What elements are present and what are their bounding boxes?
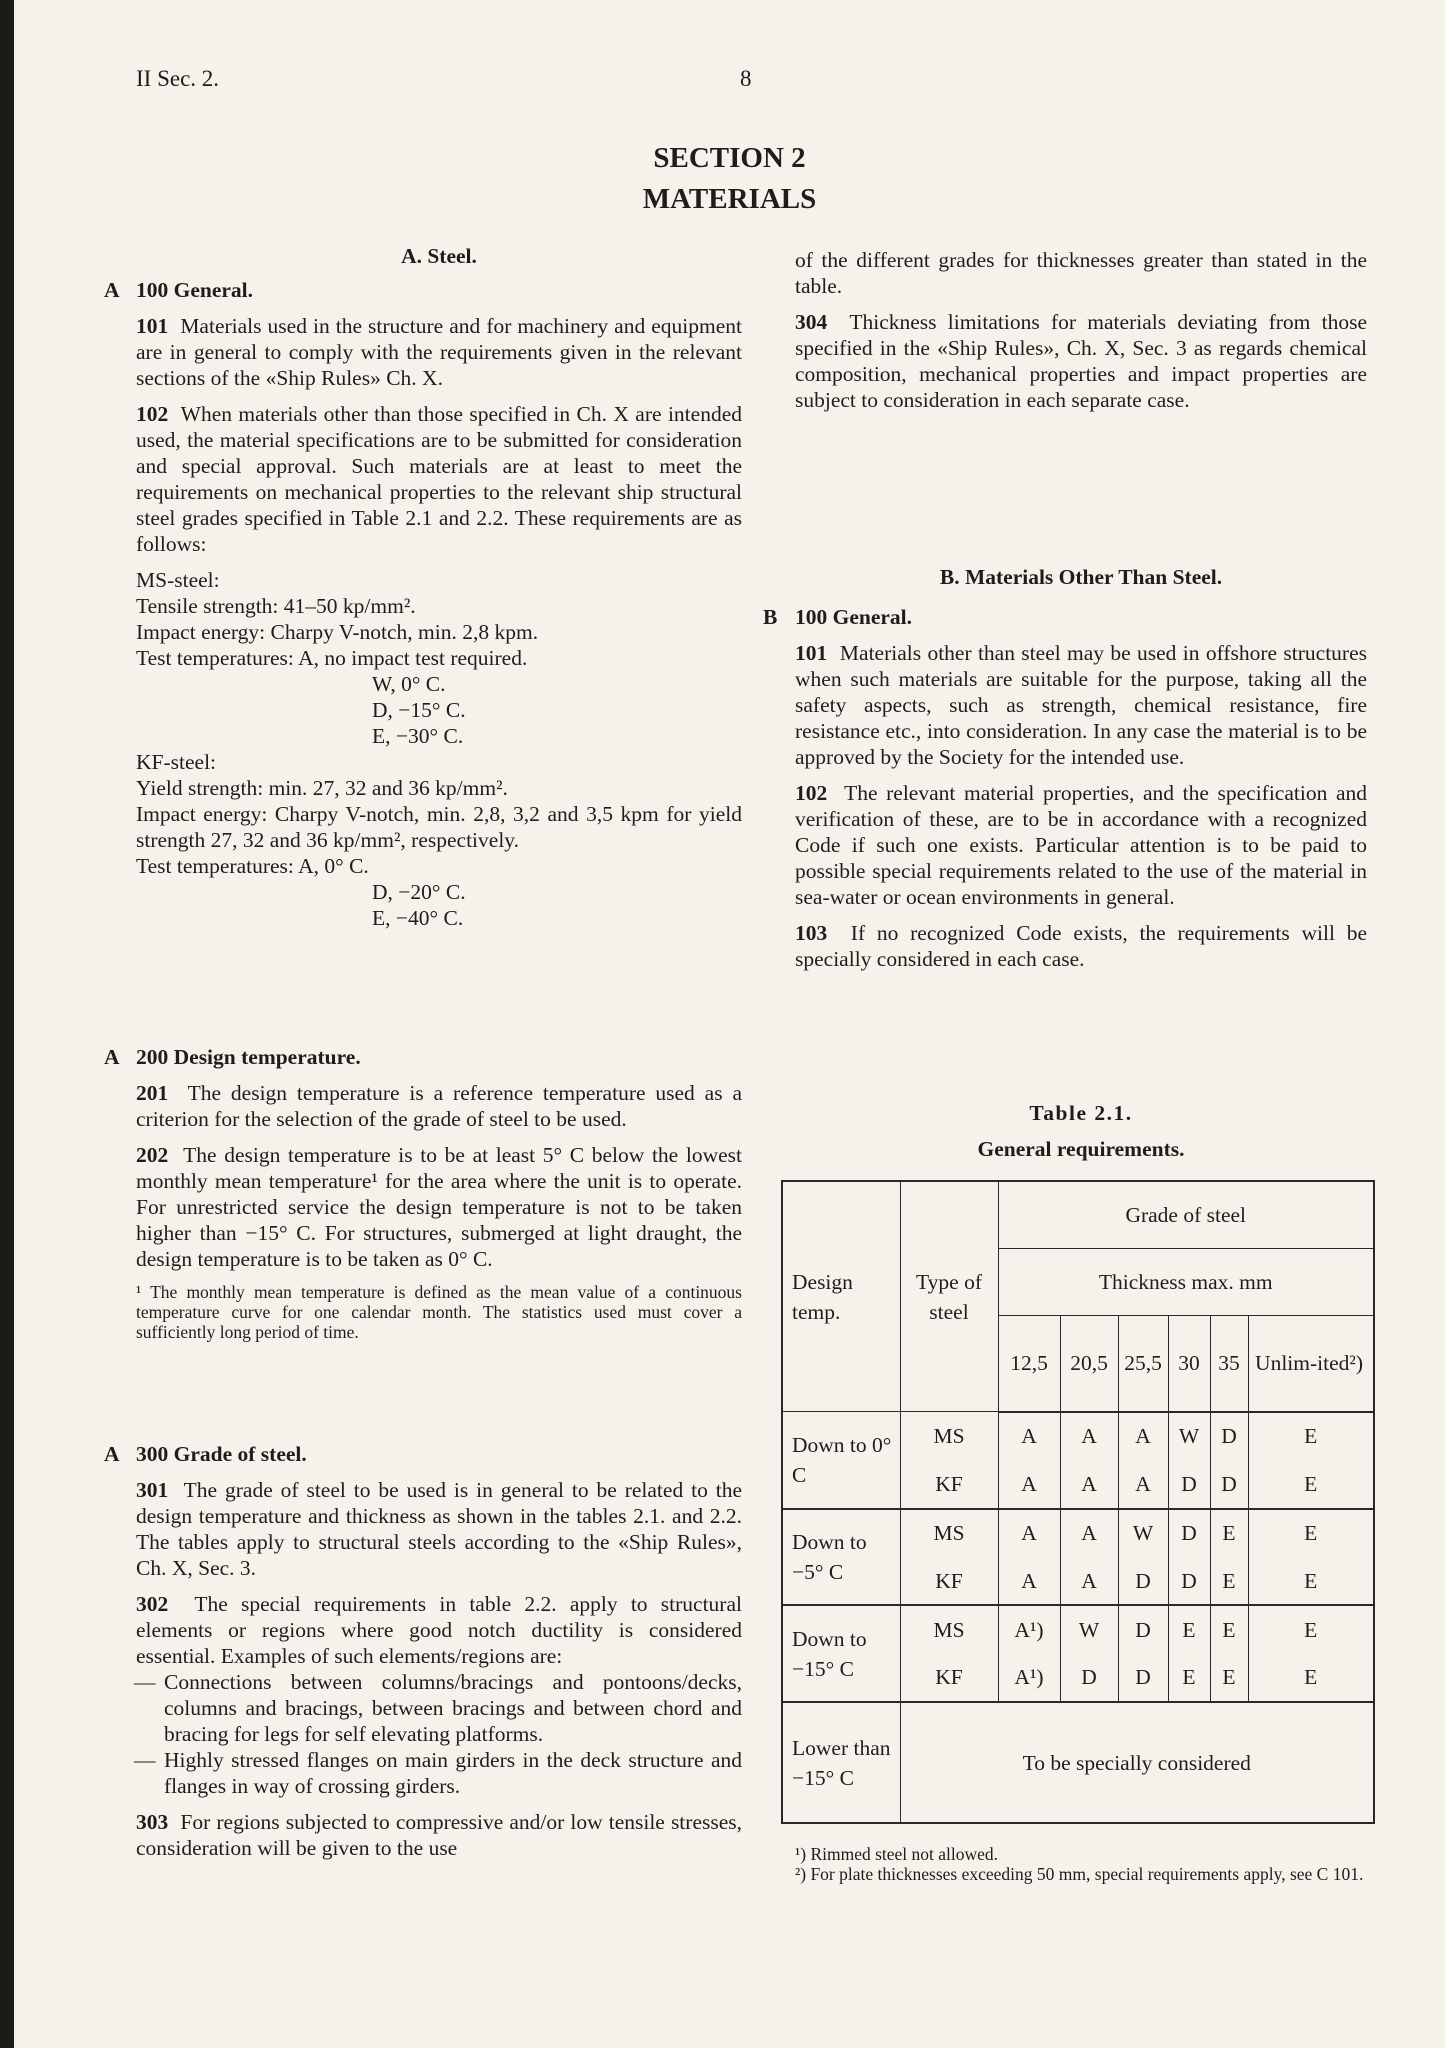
grade-cell: A — [1060, 1460, 1118, 1508]
thickness-col-unlimited: Unlim-ited²) — [1248, 1315, 1374, 1412]
paragraph-b101: 101 Materials other than steel may be used in offshore structures when such materials are suitable for the purpose, taking all the safety aspects, such as strength, chemical resistance, fire resistance etc., into consideration. In any case the material is to be approved by the Society for the intended use. — [795, 641, 1367, 769]
left-column-a200 — [104, 1044, 742, 1342]
steel-type-cell: MS — [900, 1412, 998, 1460]
grade-cell: D — [1168, 1460, 1210, 1508]
paragraph-301: 301 The grade of steel to be used is in general to be related to the design temperature and thickness as shown in the tables 2.1. and 2.2. The tables apply to structural steels according to the «Ship Rules», Ch. X, Sec. 3. — [136, 1478, 742, 1580]
ms-tensile: Tensile strength: 41–50 kp/mm². — [136, 594, 416, 618]
section-number: SECTION 2 — [653, 142, 806, 174]
special-consideration-cell: To be specially considered — [900, 1702, 1374, 1823]
grade-cell: E — [1248, 1460, 1374, 1508]
grade-cell: D — [1118, 1557, 1168, 1605]
grade-cell: A — [1118, 1460, 1168, 1508]
grade-cell: E — [1210, 1557, 1248, 1605]
left-column — [104, 243, 742, 931]
kf-yield: Yield strength: min. 27, 32 and 36 kp/mm². — [136, 776, 508, 800]
left-column-a300 — [104, 1441, 742, 1861]
grade-cell: D — [1118, 1605, 1168, 1653]
paragraph-202: 202 The design temperature is to be at least 5° C below the lowest monthly mean temperature¹ for the area where the unit is to operate. For unrestricted service the design temperature is not to be taken higher than −15° C. For structures, submerged at light draught, the design temperature is to be taken as 0° C. — [136, 1143, 742, 1271]
grade-cell: A¹) — [998, 1605, 1060, 1653]
steel-type-cell: KF — [900, 1654, 998, 1702]
ms-temp-w: W, 0° C. — [372, 672, 446, 696]
list-item: — Highly stressed flanges on main girders in the deck structure and flanges in way of crossing girders. — [136, 1747, 742, 1799]
paragraph-304: 304 Thickness limitations for materials deviating from those specified in the «Ship Rules», Ch. X, Sec. 3 as regards chemical composition, mechanical properties and impact properties are subject to consideration in each separate case. — [795, 310, 1367, 412]
kf-test-temperatures: Test temperatures: A, 0° C. — [136, 854, 369, 878]
table-caption — [795, 1100, 1367, 1162]
grade-cell: D — [1060, 1654, 1118, 1702]
grade-cell: W — [1118, 1509, 1168, 1557]
right-column — [795, 247, 1367, 413]
grade-cell: E — [1248, 1509, 1374, 1557]
ms-steel-label: MS-steel: — [136, 568, 220, 592]
ms-test-temperatures: Test temperatures: A, no impact test required. — [136, 646, 528, 670]
grade-cell: W — [1060, 1605, 1118, 1653]
list-item: — Connections between columns/bracings and pontoons/decks, columns and bracings, between bracings and between chord and bracing for legs for self elevating platforms. — [136, 1669, 742, 1747]
grade-cell: A — [998, 1412, 1060, 1460]
grade-cell: A — [1060, 1557, 1118, 1605]
paragraph-303-continued: of the different grades for thicknesses greater than stated in the table. — [795, 248, 1367, 298]
header-design-temp: Design temp. — [782, 1181, 900, 1412]
right-column-b — [763, 564, 1367, 972]
grade-cell: A — [998, 1460, 1060, 1508]
paragraph-b103: 103 If no recognized Code exists, the requirements will be specially considered in each case. — [795, 921, 1367, 971]
thickness-col: 12,5 — [998, 1315, 1060, 1412]
table-label: Table 2.1. — [1029, 1101, 1133, 1125]
paragraph-b102: 102 The relevant material properties, and the specification and verification of these, are to be in accordance with a recognized Code if such one exists. Particular attention is to be paid to possible special requirements related to the use of the material in sea-water or ocean environments in general. — [795, 781, 1367, 909]
kf-steel-label: KF-steel: — [136, 750, 217, 774]
heading-a-steel: A. Steel. — [401, 244, 477, 268]
grade-cell: E — [1248, 1412, 1374, 1460]
header-type-of-steel: Type of steel — [900, 1181, 998, 1412]
section-title: MATERIALS — [642, 183, 817, 215]
steel-type-cell: MS — [900, 1509, 998, 1557]
kf-temp-e: E, −40° C. — [372, 906, 464, 930]
thickness-col: 30 — [1168, 1315, 1210, 1412]
grade-cell: D — [1168, 1509, 1210, 1557]
grade-cell: W — [1168, 1412, 1210, 1460]
grade-cell: E — [1168, 1605, 1210, 1653]
paragraph-302: 302 The special requirements in table 2.2. apply to structural elements or regions where good notch ductility is considered essential. Examples of such elements/regions are: — [136, 1592, 742, 1668]
grade-cell: A — [998, 1509, 1060, 1557]
paragraph-101: 101 Materials used in the structure and for machinery and equipment are in general to comply with the requirements given in the relevant sections of the «Ship Rules» Ch. X. — [136, 314, 742, 390]
grade-cell: A — [1060, 1509, 1118, 1557]
paragraph-201: 201 The design temperature is a reference temperature used as a criterion for the selection of the grade of steel to be used. — [136, 1081, 742, 1131]
grade-cell: A — [1118, 1412, 1168, 1460]
ms-temp-e: E, −30° C. — [372, 724, 464, 748]
subheading-a200: A 200 Design temperature. — [104, 1045, 361, 1069]
grade-cell: E — [1168, 1654, 1210, 1702]
temp-cell: Down to −5° C — [782, 1509, 900, 1606]
temp-cell: Lower than −15° C — [782, 1702, 900, 1823]
paragraph-102: 102 When materials other than those specified in Ch. X are intended used, the material specifications are to be submitted for consideration and special approval. Such materials are at least to meet the requirements on mechanical properties to the relevant ship structural steel grades specified in Table 2.1 and 2.2. These requirements are as follows: — [136, 402, 742, 556]
thickness-col: 35 — [1210, 1315, 1248, 1412]
grade-cell: D — [1168, 1557, 1210, 1605]
page-number: 8 — [740, 66, 752, 91]
grade-cell: E — [1248, 1557, 1374, 1605]
grade-cell: A — [998, 1557, 1060, 1605]
header-thickness: Thickness max. mm — [998, 1249, 1374, 1316]
grade-cell: E — [1210, 1654, 1248, 1702]
ms-temp-d: D, −15° C. — [372, 698, 466, 722]
running-header: II Sec. 2. — [136, 66, 220, 91]
grade-cell: A¹) — [998, 1654, 1060, 1702]
thickness-col: 20,5 — [1060, 1315, 1118, 1412]
subheading-a100: A 100 General. — [104, 278, 254, 302]
kf-impact: Impact energy: Charpy V-notch, min. 2,8, 3,2 and 3,5 kpm for yield strength 27, 32 and 36 kp/mm², respectively. — [136, 802, 742, 852]
grade-cell: D — [1118, 1654, 1168, 1702]
table-footnotes — [795, 1844, 1367, 1884]
subheading-a300: A 300 Grade of steel. — [104, 1442, 307, 1466]
grade-cell: D — [1210, 1460, 1248, 1508]
grade-cell: E — [1248, 1654, 1374, 1702]
document-page — [14, 0, 1445, 2048]
table-footnote-2: ²) For plate thicknesses exceeding 50 mm, special requirements apply, see C 101. — [795, 1864, 1364, 1884]
ms-impact: Impact energy: Charpy V-notch, min. 2,8 kpm. — [136, 620, 539, 644]
header-grade-of-steel: Grade of steel — [998, 1181, 1374, 1249]
steel-type-cell: KF — [900, 1557, 998, 1605]
grade-cell: E — [1248, 1605, 1374, 1653]
table-footnote-1: ¹) Rimmed steel not allowed. — [795, 1844, 999, 1864]
paragraph-303: 303 For regions subjected to compressive and/or low tensile stresses, consideration will be given to the use — [136, 1810, 742, 1860]
grade-cell: D — [1210, 1412, 1248, 1460]
steel-grade-table — [781, 1180, 1375, 1824]
steel-type-cell: MS — [900, 1605, 998, 1653]
subheading-b100: B 100 General. — [763, 605, 913, 629]
examples-list — [136, 1669, 742, 1799]
footnote-monthly-mean: ¹ The monthly mean temperature is defined as the mean value of a continuous temperature curve for one calendar month. The statistics used must cover a sufficiently long period of time. — [136, 1282, 742, 1342]
thickness-col: 25,5 — [1118, 1315, 1168, 1412]
temp-cell: Down to 0° C — [782, 1412, 900, 1509]
grade-cell: E — [1210, 1509, 1248, 1557]
grade-cell: A — [1060, 1412, 1118, 1460]
grade-cell: E — [1210, 1605, 1248, 1653]
heading-b-materials: B. Materials Other Than Steel. — [939, 565, 1223, 589]
temp-cell: Down to −15° C — [782, 1605, 900, 1702]
table-title: General requirements. — [977, 1137, 1185, 1161]
kf-temp-d: D, −20° C. — [372, 880, 466, 904]
steel-type-cell: KF — [900, 1460, 998, 1508]
